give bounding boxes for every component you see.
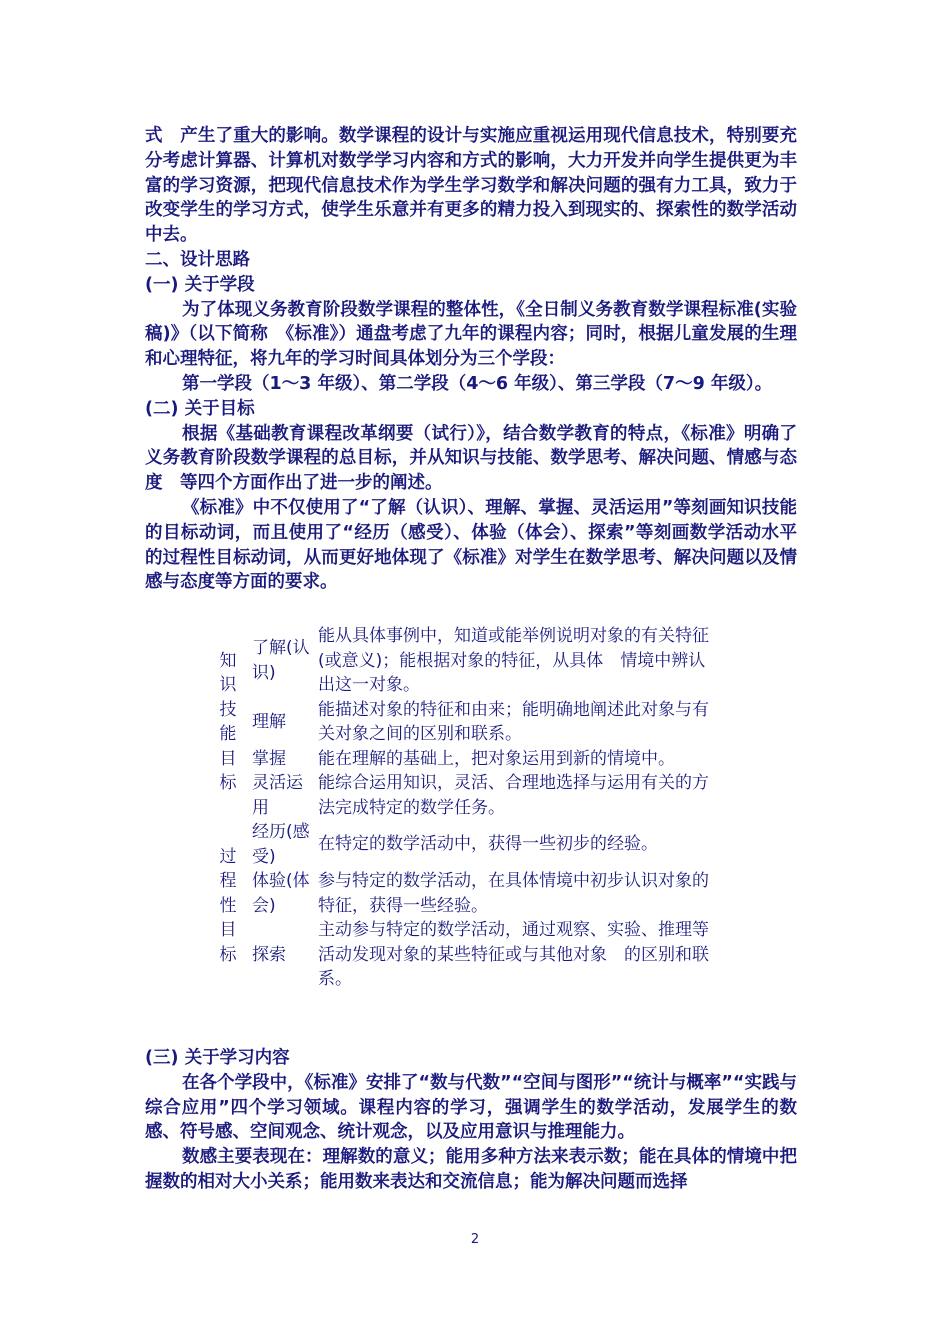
verb-cell: 理解: [252, 711, 286, 732]
table-row: [208, 918, 720, 992]
document-body-lower: [145, 1046, 797, 1195]
content-paragraph-2: 数感主要表现在：理解数的意义；能用多种方法来表示数；能在具体的情境中把握数的相对大小关系；能用数来表达和交流信息；能为解决问题而选择: [145, 1147, 797, 1192]
desc-cell: 能在理解的基础上，把对象运用到新的情境中。: [318, 748, 675, 769]
desc-cell: 能从具体事例中，知道或能举例说明对象的有关特征(或意义)；能根据对象的特征，从具体 情境中辨认出这一对象。: [318, 626, 709, 695]
desc-cell: 能描述对象的特征和由来；能明确地阐述此对象与有关对象之间的区别和联系。: [318, 699, 709, 744]
table-row: [208, 698, 720, 747]
document-body: [145, 124, 797, 595]
process-goal-label: 过程性目标: [219, 846, 237, 965]
table-row: [208, 771, 720, 820]
knowledge-goal-label: 知识技能目标: [219, 650, 237, 793]
verb-cell: 了解(认识): [252, 638, 310, 683]
subsection-title-content: (三) 关于学习内容: [145, 1048, 290, 1068]
verb-cell: 经历(感受): [252, 822, 310, 867]
verb-cell: 掌握: [252, 748, 286, 769]
table-row: [208, 869, 720, 918]
verb-cell: 体验(体会): [252, 871, 310, 916]
desc-cell: 能综合运用知识，灵活、合理地选择与运用有关的方法完成特定的数学任务。: [318, 773, 709, 818]
page-number: 2: [470, 1232, 480, 1247]
intro-paragraph: 式 产生了重大的影响。数学课程的设计与实施应重视运用现代信息技术，特别要充分考虑计算器、计算机对数学学习内容和方式的影响，大力开发并向学生提供更为丰富的学习资源，把现代信息技术作为学生学习数学和解决问题的强有力工具，致力于改变学生的学习方式，使学生乐意并有更多的精力投入到现实的、探索性的数学活动中去。: [145, 126, 797, 246]
desc-cell: 主动参与特定的数学活动，通过观察、实验、推理等活动发现对象的某些特征或与其他对象 的区别和联系。: [318, 920, 709, 989]
stages-paragraph-1: 为了体现义务教育阶段数学课程的整体性，《全日制义务教育数学课程标准(实验稿)》（以下简称 《标准》）通盘考虑了九年的课程内容；同时，根据儿童发展的生理和心理特征，将九年的学习时间具体划分为三个学段：: [145, 299, 797, 370]
table-row: [208, 820, 720, 869]
table-row: [208, 624, 720, 698]
section-title-design: 二、设计思路: [145, 249, 250, 270]
stages-paragraph-2: 第一学段（1～3 年级）、第二学段（4～6 年级）、第三学段（7～9 年级）。: [182, 373, 773, 394]
desc-cell: 在特定的数学活动中，获得一些初步的经验。: [318, 834, 658, 855]
subsection-title-stages: (一) 关于学段: [145, 274, 255, 295]
verb-cell: 探索: [252, 944, 286, 965]
table-row: [208, 747, 720, 772]
goals-paragraph-1: 根据《基础教育课程改革纲要（试行）》，结合数学教育的特点，《标准》明确了义务教育阶段数学课程的总目标，并从知识与技能、数学思考、解决问题、情感与态度 等四个方面作出了进一步的阐述。: [145, 423, 797, 494]
goal-verbs-table: [208, 624, 720, 992]
verb-cell: 灵活运用: [252, 773, 303, 818]
desc-cell: 参与特定的数学活动，在具体情境中初步认识对象的特征，获得一些经验。: [318, 871, 709, 916]
goals-paragraph-2: 《标准》中不仅使用了“了解（认识）、理解、掌握、灵活运用”等刻画知识技能的目标动词，而且使用了“经历（感受）、体验（体会）、探索”等刻画数学活动水平的过程性目标动词，从而更好地体现了《标准》对学生在数学思考、解决问题以及情感与态度等方面的要求。: [145, 497, 797, 593]
subsection-title-goals: (二) 关于目标: [145, 398, 255, 419]
content-paragraph-1: 在各个学段中，《标准》安排了“数与代数”“空间与图形”“统计与概率”“实践与综合应用”四个学习领域。课程内容的学习，强调学生的数学活动，发展学生的数感、符号感、空间观念、统计观念，以及应用意识与推理能力。: [145, 1072, 797, 1143]
